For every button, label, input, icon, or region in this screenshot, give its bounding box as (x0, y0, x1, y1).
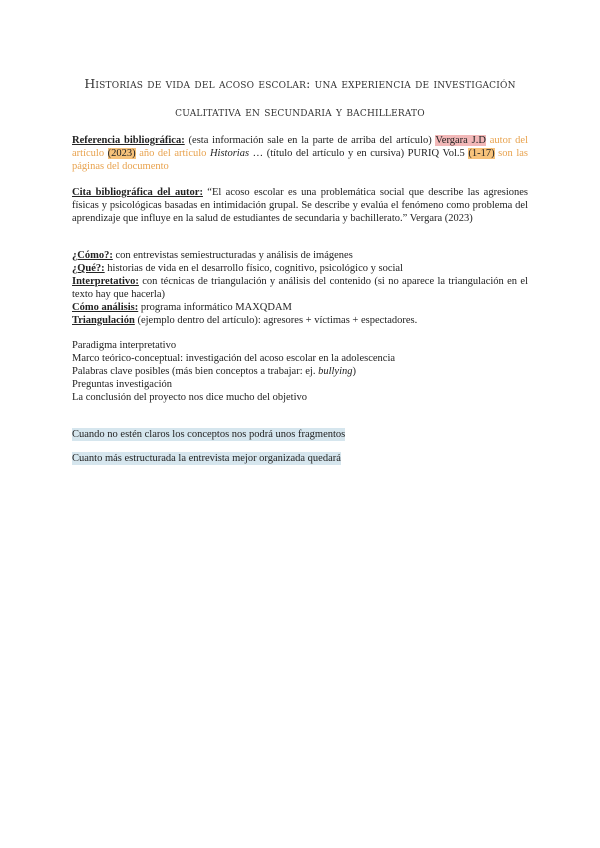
cita-text: “El acoso escolar es una problemática social que describe las agresiones físicas y psicológicas basadas en intimidación grupal. Se describe y evalúa el fenómeno como problema del aprendizaje que influye en la salud de estudiantes de secundaria y bachillerato.” Vergara (2023) (72, 187, 528, 224)
destacado-1-row (72, 428, 528, 441)
referencia-text-4: … (título del artículo y en cursiva) PURIQ Vol.5 (249, 148, 469, 159)
referencia-anio: (2023) (107, 148, 136, 159)
pregunta-triangulacion (72, 314, 528, 327)
pregunta-analisis-label: Cómo análisis: (72, 302, 139, 313)
referencia-text-1: (esta información sale en la parte de arriba del artículo) (184, 135, 436, 146)
nota-palabras (72, 365, 528, 378)
nota-preguntas: Preguntas investigación (72, 379, 173, 390)
pregunta-analisis-text: programa informático MAXQDAM (138, 302, 292, 313)
referencia-text-2: autor del artículo (72, 135, 528, 159)
pregunta-que-text: historias de vida en el desarrollo físico, cognitivo, psicológico y social (104, 263, 403, 274)
pregunta-interpretativo (72, 275, 528, 301)
document-title: Historias de vida del acoso escolar: una experiencia de investigación cualitativa en secundaria y bachillerato (84, 76, 516, 119)
nota-palabras-post: ) (352, 366, 356, 377)
nota-paradigma: Paradigma interpretativo (72, 340, 177, 351)
referencia-label: Referencia bibliográfica: (72, 135, 185, 146)
referencia-text-3: año del artículo (135, 148, 210, 159)
pregunta-que (72, 262, 528, 275)
pregunta-que-label: ¿Qué?: (72, 263, 105, 274)
pregunta-como-text: con entrevistas semiestructuradas y análisis de imágenes (112, 250, 353, 261)
referencia-paragraph (72, 134, 528, 173)
cita-paragraph (72, 186, 528, 225)
destacado-2-row (72, 452, 528, 465)
referencia-autor: Vergara J.D (435, 135, 486, 146)
nota-palabras-italic: bullying (318, 366, 353, 377)
referencia-titulo: Historias (209, 148, 250, 159)
preguntas-list (72, 249, 528, 327)
pregunta-como-label: ¿Cómo?: (72, 250, 113, 261)
destacado-2: Cuanto más estructurada la entrevista mejor organizada quedará (72, 453, 341, 464)
pregunta-interpretativo-text: con técnicas de triangulación y análisis del contenido (si no aparece la triangulación en el texto hay que hacerla) (72, 276, 528, 300)
pregunta-triangulacion-label: Triangulación (72, 315, 135, 326)
nota-palabras-pre: Palabras clave posibles (más bien conceptos a trabajar: ej. (72, 366, 319, 377)
pregunta-analisis (72, 301, 528, 314)
nota-conclusion: La conclusión del proyecto nos dice mucho del objetivo (72, 392, 308, 403)
pregunta-interpretativo-label: Interpretativo: (72, 276, 139, 287)
pregunta-como (72, 249, 528, 262)
referencia-text-5: son las páginas del documento (72, 148, 528, 172)
destacado-1: Cuando no estén claros los conceptos nos podrá unos fragmentos (72, 429, 346, 440)
notas-list (72, 339, 528, 404)
referencia-paginas: (1-17) (468, 148, 495, 159)
nota-marco: Marco teórico-conceptual: investigación del acoso escolar en la adolescencia (72, 353, 396, 364)
pregunta-triangulacion-text: (ejemplo dentro del artículo): agresores + víctimas + espectadores. (134, 315, 418, 326)
cita-label: Cita bibliográfica del autor: (72, 187, 203, 198)
